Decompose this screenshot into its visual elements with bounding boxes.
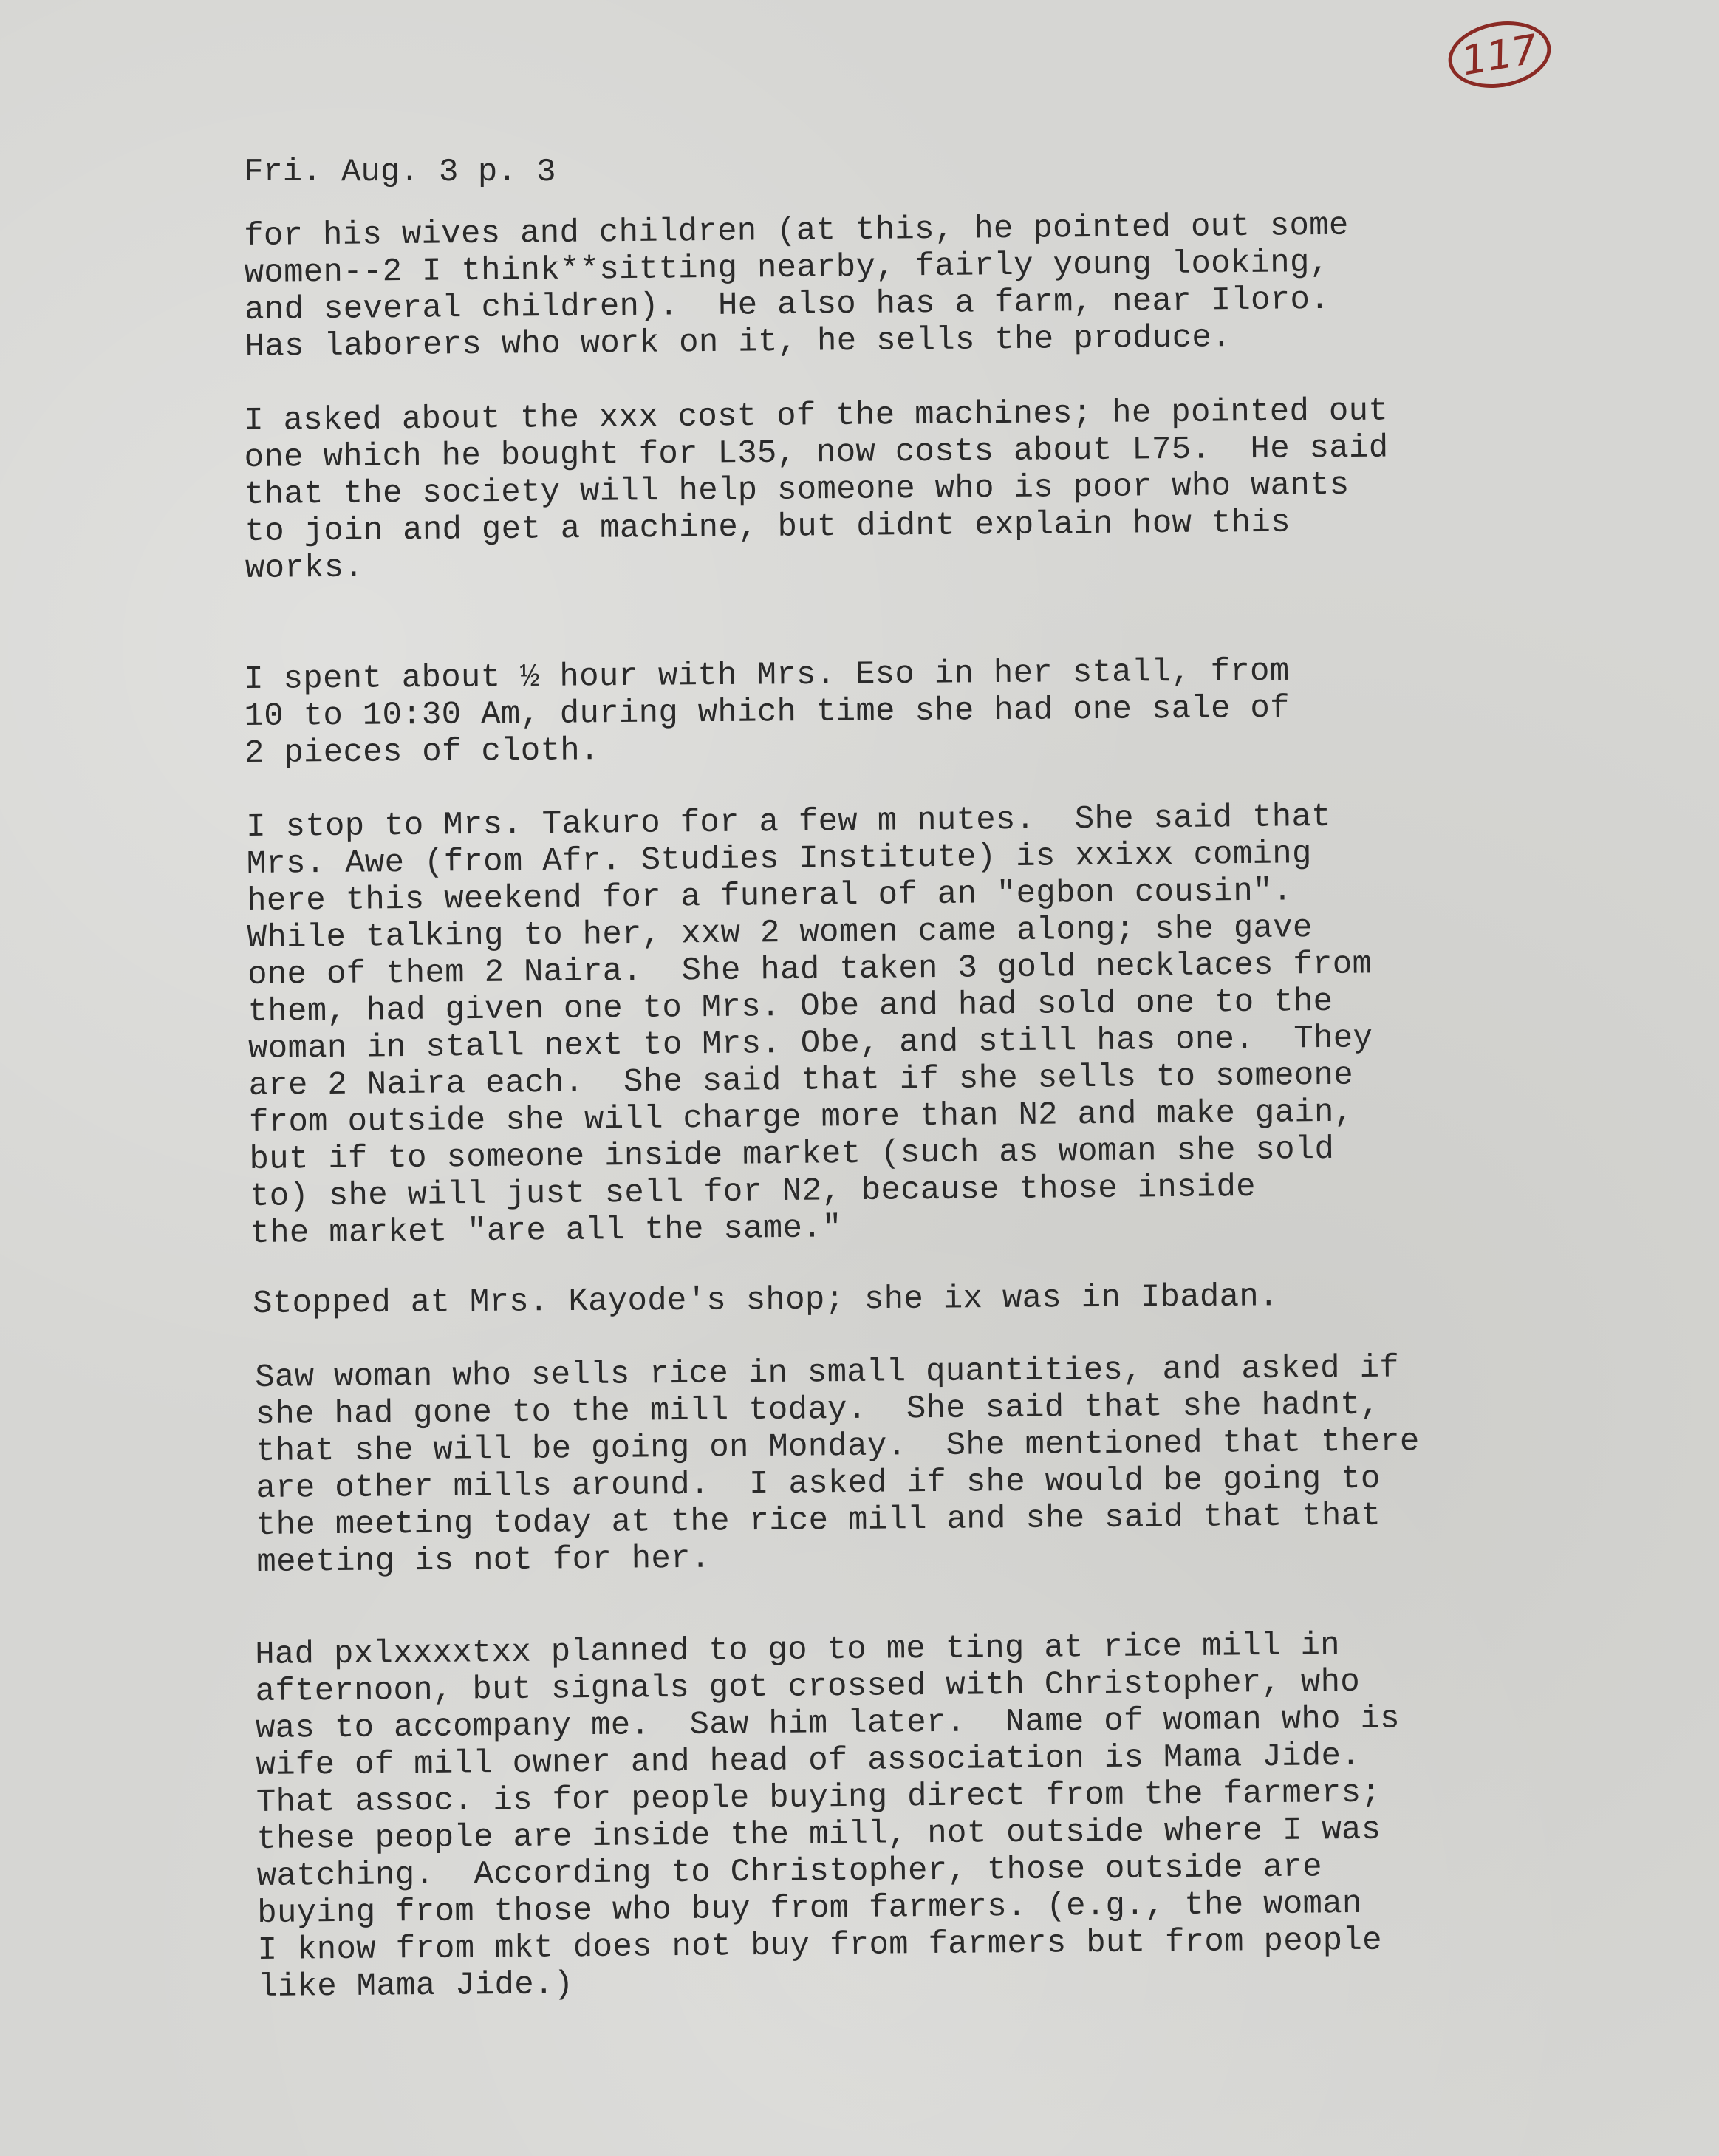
text-line: works. xyxy=(245,549,364,587)
text-line: to join and get a machine, but didnt explain how this xyxy=(245,504,1291,550)
text-line: that she will be going on Monday. She mentioned that there xyxy=(255,1423,1420,1470)
text-line: was to accompany me. Saw him later. Name of woman who is xyxy=(255,1700,1401,1747)
text-line: she had gone to the mill today. She said that she hadnt, xyxy=(255,1386,1380,1433)
text-line: women--2 I think**sitting nearby, fairly young looking, xyxy=(244,244,1330,292)
text-line: one of them 2 Naira. She had taken 3 gold necklaces from xyxy=(247,946,1373,994)
text-line: for his wives and children (at this, he pointed out some xyxy=(244,207,1349,255)
text-line: them, had given one to Mrs. Obe and had sold one to the xyxy=(247,983,1333,1031)
page-number: 117 xyxy=(1457,25,1542,84)
text-line: Saw woman who sells rice in small quantities, and asked if xyxy=(255,1349,1400,1396)
paragraph-4 xyxy=(246,796,1580,1252)
text-line: the market "are all the same." xyxy=(250,1210,842,1252)
text-line: and several children). He also has a farm, near Iloro. xyxy=(244,281,1330,329)
text-line: 10 to 10:30 Am, during which time she had one sale of xyxy=(244,689,1291,735)
text-line: watching. According to Christopher, those outside are xyxy=(256,1849,1323,1895)
text-line: the meeting today at the rice mill and she said that that xyxy=(256,1497,1381,1544)
text-line: buying from those who buy from farmers. (e.g., the woman xyxy=(257,1885,1362,1932)
text-line: but if to someone inside market (such as woman she sold xyxy=(249,1130,1335,1178)
text-line: that the society will help someone who is poor who wants xyxy=(244,466,1350,514)
text-line: afternoon, but signals got crossed with Christopher, who xyxy=(255,1663,1361,1710)
text-line: wife of mill owner and head of association is Mama Jide. xyxy=(256,1737,1361,1784)
paragraph-5 xyxy=(253,1276,1582,1323)
text-line: Mrs. Awe (from Afr. Studies Institute) is xxixx coming xyxy=(246,836,1312,883)
page-header: Fri. Aug. 3 p. 3 xyxy=(244,154,556,191)
text-line: like Mama Jide.) xyxy=(257,1966,574,2006)
paragraph-1 xyxy=(244,205,1575,366)
paragraph-3 xyxy=(244,651,1574,772)
text-line: Has laborers who work on it, he sells the produce. xyxy=(245,319,1232,366)
text-line: are 2 Naira each. She said that if she sells to someone xyxy=(248,1057,1354,1105)
text-line: meeting is not for her. xyxy=(256,1540,711,1581)
text-line: are other mills around. I asked if she would be going to xyxy=(256,1460,1381,1507)
text-line: 2 pieces of cloth. xyxy=(244,732,600,772)
text-line: here this weekend for a funeral of an "egbon cousin". xyxy=(246,873,1293,920)
text-line: While talking to her, xxw 2 women came along; she gave xyxy=(247,910,1313,957)
text-line: I asked about the xxx cost of the machines; he pointed out xyxy=(244,392,1389,440)
text-line: woman in stall next to Mrs. Obe, and still has one. They xyxy=(247,1020,1373,1068)
text-line: to) she will just sell for N2, because those inside xyxy=(249,1168,1257,1215)
page-number-circle xyxy=(1443,14,1556,96)
text-line: these people are inside the mill, not outside where I was xyxy=(256,1811,1381,1858)
text-line: one which he bought for L35, now costs about L75. He said xyxy=(244,429,1389,477)
paragraph-7 xyxy=(255,1625,1588,2006)
text-line: That assoc. is for people buying direct from the farmers; xyxy=(256,1774,1381,1821)
text-line: I know from mkt does not buy from farmers but from people xyxy=(257,1922,1383,1969)
text-line: Had pxlxxxxtxx planned to go to me ting at rice mill in xyxy=(255,1627,1341,1674)
paragraph-6 xyxy=(255,1348,1587,1581)
text-line: I stop to Mrs. Takuro for a few m nutes. She said that xyxy=(246,798,1332,846)
paragraph-2 xyxy=(244,391,1575,587)
text-line: Stopped at Mrs. Kayode's shop; she ix was in Ibadan. xyxy=(253,1278,1279,1323)
text-line: I spent about ½ hour with Mrs. Eso in her stall, from xyxy=(244,652,1290,698)
text-line: from outside she will charge more than N2 and make gain, xyxy=(248,1094,1354,1142)
